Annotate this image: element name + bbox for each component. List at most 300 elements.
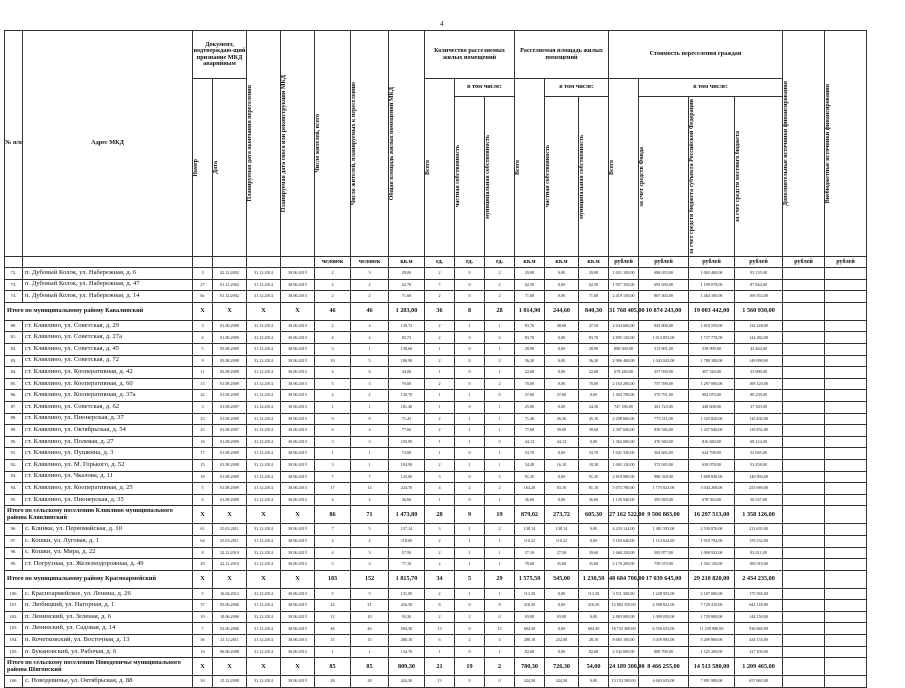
table-row <box>5 611 902 623</box>
col-cost-including: в том числе: <box>639 79 783 97</box>
cell-co <box>825 600 867 612</box>
cell-dem: 30.06.2015 <box>281 367 315 379</box>
cell-rp: 4 <box>351 535 389 547</box>
cell-cl: 37 383,00 <box>735 401 783 413</box>
cell-date: X <box>213 302 247 320</box>
cell-rt: 46 <box>315 623 351 635</box>
cell-am: 82,00 <box>579 646 609 658</box>
subtotal-row <box>5 302 902 320</box>
cell-rt: 2 <box>315 291 351 303</box>
cell-date: 01.08.2009 <box>213 483 247 495</box>
cell-end: 31.12.2014 <box>247 448 281 460</box>
cell-ca <box>783 600 825 612</box>
cell-ta: 71,60 <box>389 291 425 303</box>
cell-rt: 46 <box>315 302 351 320</box>
cell-apv: 35,00 <box>545 559 579 571</box>
cell-rt: 3 <box>315 459 351 471</box>
cell-cl: 43 464,00 <box>735 344 783 356</box>
table-row <box>5 332 902 344</box>
cell-date: 21.12.2011 <box>213 635 247 647</box>
cell-ca <box>783 547 825 559</box>
row-margin <box>867 401 902 413</box>
cell-cf: 10 874 243,00 <box>639 302 689 320</box>
cell-num: 9 <box>193 355 213 367</box>
row-number: 106. <box>5 676 23 688</box>
cell-ca <box>783 635 825 647</box>
cell-rp: 2 <box>351 390 389 402</box>
cell-apv: 39,00 <box>545 425 579 437</box>
cell-num: 15 <box>193 459 213 471</box>
row-number: 91. <box>5 448 23 460</box>
cell-rp: 4 <box>351 332 389 344</box>
cell-co <box>825 588 867 600</box>
cell-date: 05.08.2009 <box>213 344 247 356</box>
cell-rm: 8 <box>485 600 515 612</box>
cell-cl: 149 090,00 <box>735 355 783 367</box>
cell-cl: 1 358 126,00 <box>735 506 783 524</box>
cell-num: X <box>193 658 213 676</box>
cell-rp: 46 <box>351 302 389 320</box>
cell-ca <box>783 320 825 332</box>
cell-cf: 759 570,00 <box>639 559 689 571</box>
cell-cr: 1 297 000,00 <box>689 378 735 390</box>
cell-rm: 0 <box>485 611 515 623</box>
cell-cr: 1 437 840,00 <box>689 425 735 437</box>
cell-rm: 2 <box>485 483 515 495</box>
cell-ar: 604,30 <box>515 623 545 635</box>
cell-date: 05.08.2009 <box>213 367 247 379</box>
cell-date: 01.08.2009 <box>213 436 247 448</box>
cell-ar: 37,00 <box>515 390 545 402</box>
cell-end: 31.12.2014 <box>247 268 281 280</box>
cell-num: 37 <box>193 600 213 612</box>
page-number: 4 <box>440 20 444 28</box>
cell-ta: 157,14 <box>389 524 425 536</box>
cell-ar: 164,20 <box>515 483 545 495</box>
cell-rc: 3 <box>425 524 455 536</box>
cell-ta: 57,50 <box>389 547 425 559</box>
cell-cf: 757 590,00 <box>639 378 689 390</box>
cell-co <box>825 302 867 320</box>
cell-rc: 2 <box>425 355 455 367</box>
cell-co <box>825 390 867 402</box>
row-margin <box>867 344 902 356</box>
cell-am: 29,00 <box>579 268 609 280</box>
cell-ta: 125,00 <box>389 471 425 483</box>
unit-cell: рублей <box>825 257 867 268</box>
cell-cf: 313 901,00 <box>639 344 689 356</box>
cell-ca <box>783 623 825 635</box>
cell-co <box>825 658 867 676</box>
cell-ar: 83,70 <box>515 332 545 344</box>
cell-rm: 13 <box>485 623 515 635</box>
cell-cl: 1 560 930,00 <box>735 302 783 320</box>
cell-rp: 21 <box>351 600 389 612</box>
table-row <box>5 623 902 635</box>
cell-rt: 17 <box>315 483 351 495</box>
cell-cf: 1 775 823,00 <box>639 483 689 495</box>
cell-ca <box>783 448 825 460</box>
cell-ta: 134,76 <box>389 646 425 658</box>
cell-rt: 1 <box>315 448 351 460</box>
cell-co <box>825 425 867 437</box>
cell-apv: 0,00 <box>545 279 579 291</box>
cell-ta: 77,60 <box>389 425 425 437</box>
row-number: 94. <box>5 483 23 495</box>
cell-rpv: 1 <box>455 320 485 332</box>
cell-ct: 747 180,00 <box>609 401 639 413</box>
cell-ta: 71,43 <box>389 413 425 425</box>
row-number: 102. <box>5 611 23 623</box>
cell-ct: 679 240,00 <box>609 367 639 379</box>
cell-rpv: 5 <box>455 570 485 588</box>
cell-cr: 2 107 000,00 <box>689 588 735 600</box>
row-number: 87. <box>5 401 23 413</box>
cell-cl: 144 282,00 <box>735 332 783 344</box>
cell-ta: 809,30 <box>389 658 425 676</box>
cell-end: X <box>247 570 281 588</box>
cell-ct: 12 882 350,00 <box>609 600 639 612</box>
cell-rm: 2 <box>485 524 515 536</box>
table-row <box>5 413 902 425</box>
cell-rc: 3 <box>425 471 455 483</box>
cell-date: 01.08.2007 <box>213 425 247 437</box>
cell-ar: 44,12 <box>515 436 545 448</box>
cell-co <box>825 524 867 536</box>
cell-end: 31.12.2014 <box>247 401 281 413</box>
cell-cr: 1 199 078,00 <box>689 279 735 291</box>
cell-dem: X <box>281 506 315 524</box>
cell-end: 31.12.2014 <box>247 535 281 547</box>
cell-ta: 1 203,00 <box>389 302 425 320</box>
row-margin <box>867 268 902 280</box>
cell-cl: 2 434 235,00 <box>735 570 783 588</box>
cell-ct: 2 397 040,00 <box>609 425 639 437</box>
cell-num: X <box>193 506 213 524</box>
cell-rc: 2 <box>425 413 455 425</box>
cell-rt: 2 <box>315 390 351 402</box>
row-margin <box>867 413 902 425</box>
cell-rt: 6 <box>315 425 351 437</box>
cell-rpv: 1 <box>455 425 485 437</box>
cell-ar: 56,20 <box>515 355 545 367</box>
cell-cr: 1 464 160,00 <box>689 291 735 303</box>
cell-ct: 3 511 300,00 <box>609 588 639 600</box>
cell-rpv: 0 <box>455 332 485 344</box>
cell-co <box>825 448 867 460</box>
cell-rp: 85 <box>351 658 389 676</box>
cell-date: 01.08.2009 <box>213 448 247 460</box>
cell-rpv: 1 <box>455 559 485 571</box>
row-margin <box>867 448 902 460</box>
cell-cr: 1 788 180,00 <box>689 355 735 367</box>
cell-apv: 273,72 <box>545 506 579 524</box>
cell-ta: 604,30 <box>389 623 425 635</box>
cell-co <box>825 459 867 471</box>
cell-end: 31.12.2014 <box>247 291 281 303</box>
subtotal-label: Итого по сельскому поселению Клявлино муниципального района Клявлинский <box>5 506 193 524</box>
cell-ta: 101,40 <box>389 401 425 413</box>
cell-rt: 2 <box>315 268 351 280</box>
cell-cf: 372 945,00 <box>639 459 689 471</box>
col-additional: Дополнительные источники финансирования <box>783 81 790 207</box>
cell-co <box>825 623 867 635</box>
cell-end: 31.12.2014 <box>247 494 281 506</box>
cell-rt: 10 <box>315 355 351 367</box>
cell-rp: 3 <box>351 378 389 390</box>
cell-rp: 3 <box>351 559 389 571</box>
cell-rp: 4 <box>351 320 389 332</box>
row-margin <box>867 355 902 367</box>
cell-co <box>825 355 867 367</box>
cell-num: 29 <box>193 559 213 571</box>
cell-end: X <box>247 506 281 524</box>
cell-rm: 1 <box>485 320 515 332</box>
cell-ca <box>783 390 825 402</box>
cell-rm: 0 <box>485 390 515 402</box>
cell-apv: 0,00 <box>545 291 579 303</box>
address-cell: ст. Клявлино, ул. Советская, д. 29 <box>23 320 193 332</box>
cell-dem: 30.06.2015 <box>281 344 315 356</box>
cell-ca <box>783 459 825 471</box>
row-number: 90. <box>5 436 23 448</box>
cell-apv: 0,00 <box>545 646 579 658</box>
cell-apv: 0,00 <box>545 332 579 344</box>
cell-ca <box>783 588 825 600</box>
cell-rm: 1 <box>485 494 515 506</box>
cell-rpv: 0 <box>455 268 485 280</box>
cell-ar: 33,70 <box>515 448 545 460</box>
cell-date: 01.12.2002 <box>213 291 247 303</box>
cell-rp: 5 <box>351 355 389 367</box>
row-margin <box>867 320 902 332</box>
address-cell: ст. Клявлино, ул. Кооперативная, д. 37а <box>23 390 193 402</box>
cell-num: 3 <box>193 320 213 332</box>
cell-rm: 29 <box>485 570 515 588</box>
cell-co <box>825 401 867 413</box>
cell-rm: 1 <box>485 459 515 471</box>
cell-am: 22,00 <box>579 367 609 379</box>
row-number: 97. <box>5 535 23 547</box>
cell-rp: 3 <box>351 268 389 280</box>
cell-cf: 839 546,00 <box>639 425 689 437</box>
cell-co <box>825 547 867 559</box>
cell-num: 4 <box>193 332 213 344</box>
col-cost-total: Всего <box>609 160 616 176</box>
cell-rm: 2 <box>485 378 515 390</box>
row-number: 103. <box>5 623 23 635</box>
cell-rc: 6 <box>425 635 455 647</box>
cell-rc: 2 <box>425 559 455 571</box>
cell-date: 22.12.2010 <box>213 547 247 559</box>
cell-ta: 36,60 <box>389 494 425 506</box>
cell-rp: 5 <box>351 524 389 536</box>
row-margin <box>867 559 902 571</box>
cell-num: X <box>193 570 213 588</box>
cell-ct: 8 683 100,00 <box>609 635 639 647</box>
cell-ar: 34,48 <box>515 459 545 471</box>
subtotal-label: Итого по муниципальному району Кавалинский <box>5 302 193 320</box>
cell-rpv: 0 <box>455 471 485 483</box>
cell-ca <box>783 676 825 688</box>
cell-end: 31.12.2014 <box>247 367 281 379</box>
cell-date: 01.08.2009 <box>213 459 247 471</box>
cell-am: 0,00 <box>579 436 609 448</box>
row-number: 89. <box>5 425 23 437</box>
row-margin <box>867 547 902 559</box>
row-margin <box>867 367 902 379</box>
cell-dem: 30.06.2015 <box>281 600 315 612</box>
cell-rt: 4 <box>315 494 351 506</box>
row-number: 93. <box>5 471 23 483</box>
cell-rpv: 0 <box>455 367 485 379</box>
cell-rpv: 1 <box>455 588 485 600</box>
col-total-area: Общая площадь жилых помещений МКД <box>389 86 395 201</box>
table-row <box>5 588 902 600</box>
cell-cl: 140 904,00 <box>735 471 783 483</box>
cell-ar: 780,30 <box>515 658 545 676</box>
cell-cr: 816 840,00 <box>689 436 735 448</box>
cell-cr: 407 520,00 <box>689 367 735 379</box>
address-cell: ст. Клявлино, ул. Кооперативная, д. 60 <box>23 378 193 390</box>
cell-dem: 30.06.2015 <box>281 320 315 332</box>
cell-cr: 7 891 980,00 <box>689 676 735 688</box>
cell-rm: 1 <box>485 367 515 379</box>
cell-co <box>825 611 867 623</box>
cell-end: 31.12.2014 <box>247 425 281 437</box>
cell-num: 17 <box>193 448 213 460</box>
cell-am: 83,70 <box>579 332 609 344</box>
cell-rc: 2 <box>425 320 455 332</box>
cell-am: 54,00 <box>579 658 609 676</box>
cell-rt: 1 <box>315 401 351 413</box>
cell-end: X <box>247 658 281 676</box>
cell-num: 5 <box>193 483 213 495</box>
cell-cf: 237 930,00 <box>639 367 689 379</box>
address-cell: п. Букановский, ул. Рабочая, д. 6 <box>23 646 193 658</box>
cell-cl: 119 852,00 <box>735 425 783 437</box>
cell-cr: 3 044 268,00 <box>689 483 735 495</box>
cell-cf: 1 043 045,00 <box>639 355 689 367</box>
cell-ct: 18 733 300,00 <box>609 623 639 635</box>
cell-ca <box>783 611 825 623</box>
cell-dem: 30.06.2015 <box>281 268 315 280</box>
cell-rc: 36 <box>425 302 455 320</box>
address-cell: ст. Клявлино, ул. Кооперативная, д. 42 <box>23 367 193 379</box>
address-cell: с. Красноармейское, ул. Ленина, д. 26 <box>23 588 193 600</box>
row-margin <box>867 623 902 635</box>
cell-ct: 4 233 124,00 <box>609 524 639 536</box>
cell-ta: 77,10 <box>389 559 425 571</box>
cell-cr: 1 002 400,00 <box>689 268 735 280</box>
row-margin <box>867 425 902 437</box>
table-row <box>5 471 902 483</box>
cell-ca <box>783 291 825 303</box>
cell-ta: 416,50 <box>389 600 425 612</box>
unit-cell: рублей <box>609 257 639 268</box>
cell-rt: 4 <box>315 367 351 379</box>
cell-dem: 30.06.2015 <box>281 332 315 344</box>
subtotal-row <box>5 506 902 524</box>
cell-ta: 106,90 <box>389 355 425 367</box>
cell-rt: 4 <box>315 332 351 344</box>
cell-apv: 0,00 <box>545 623 579 635</box>
cell-rt: 3 <box>315 559 351 571</box>
cell-dem: 30.06.2015 <box>281 413 315 425</box>
cell-date: 01.08.2009 <box>213 413 247 425</box>
cell-rp: 4 <box>351 425 389 437</box>
col-address: Адрес МКД <box>23 31 193 257</box>
cell-rt: 4 <box>315 535 351 547</box>
cell-am: 24,30 <box>579 401 609 413</box>
address-cell: ст. Клявлино, ул. Пушкина, д. 3 <box>23 448 193 460</box>
cell-date: 01.08.2009 <box>213 471 247 483</box>
cell-rm: 19 <box>485 506 515 524</box>
cell-rt: 2 <box>315 320 351 332</box>
cell-apv: 110,22 <box>545 535 579 547</box>
cell-ca <box>783 401 825 413</box>
cell-date: X <box>213 658 247 676</box>
address-cell: ст. Клявлино, ул. Советская, д. 72 <box>23 355 193 367</box>
cell-ar: 71,00 <box>515 291 545 303</box>
cell-rt: 28 <box>315 676 351 688</box>
address-cell: ст. Клявлино, ул. Пионерская, д. 37 <box>23 413 193 425</box>
table-row <box>5 535 902 547</box>
cell-am: 91,20 <box>579 471 609 483</box>
cell-apv: 0,00 <box>545 367 579 379</box>
cell-co <box>825 570 867 588</box>
cell-cf: 1 013 855,00 <box>639 332 689 344</box>
cell-cl: 52 065,00 <box>735 448 783 460</box>
cell-am: 28,90 <box>579 344 609 356</box>
cell-apv: 138,14 <box>545 524 579 536</box>
cell-cr: 1 818 559,00 <box>689 320 735 332</box>
cell-cr: 11 239 980,00 <box>689 623 735 635</box>
cell-cl: 144 150,00 <box>735 611 783 623</box>
cell-rp: 1 <box>351 646 389 658</box>
cell-ct: 13 153 300,00 <box>609 676 639 688</box>
cell-cr: 19 003 442,00 <box>689 302 735 320</box>
table-row <box>5 378 902 390</box>
cell-ar: 36,60 <box>515 494 545 506</box>
cell-co <box>825 268 867 280</box>
cell-rc: 2 <box>425 588 455 600</box>
cell-dem: 30.06.2015 <box>281 355 315 367</box>
table-row <box>5 425 902 437</box>
cell-apv: 0,00 <box>545 600 579 612</box>
cell-apv: 16,10 <box>545 459 579 471</box>
cell-ar: 71,40 <box>515 413 545 425</box>
cell-dem: 30.06.2015 <box>281 378 315 390</box>
cell-date: 15.12.2009 <box>213 676 247 688</box>
cell-ar: 93,00 <box>515 611 545 623</box>
cell-cr: 448 608,00 <box>689 401 735 413</box>
cell-am: 604,30 <box>579 623 609 635</box>
cell-dem: 30.06.2015 <box>281 483 315 495</box>
row-number: 81. <box>5 332 23 344</box>
row-margin <box>867 611 902 623</box>
row-number: 86. <box>5 390 23 402</box>
cell-cf: 688 055,00 <box>639 268 689 280</box>
cell-co <box>825 494 867 506</box>
row-number: 84. <box>5 367 23 379</box>
cell-ca <box>783 332 825 344</box>
cell-rt: 2 <box>315 279 351 291</box>
cell-cr: 29 210 820,00 <box>689 570 735 588</box>
cell-rc: 13 <box>425 676 455 688</box>
cell-cl: 175 565,00 <box>735 588 783 600</box>
cell-rpv: 1 <box>455 390 485 402</box>
